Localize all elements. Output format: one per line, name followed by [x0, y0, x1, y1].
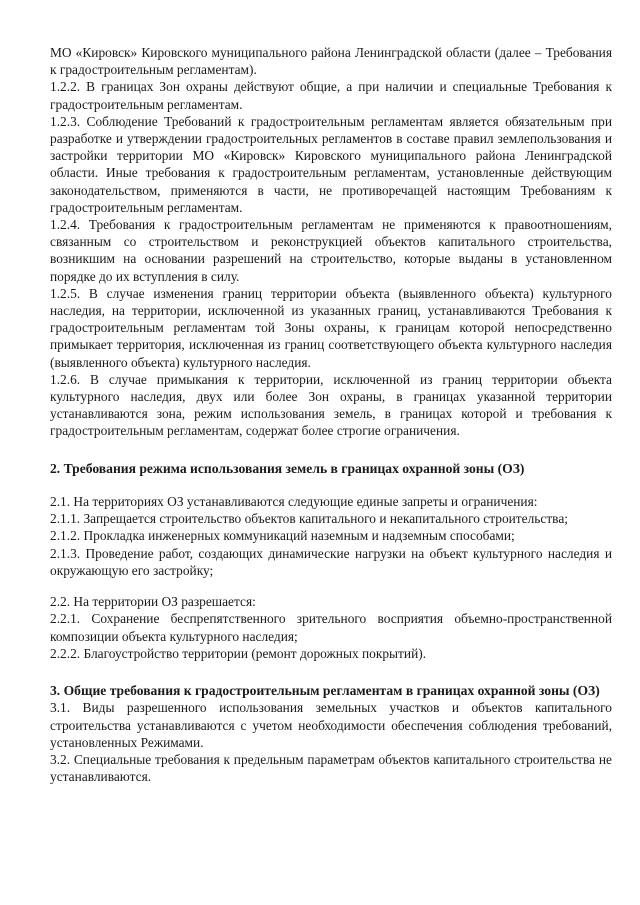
paragraph-3-1: 3.1. Виды разрешенного использования земельных участков и объектов капитального строительства устанавливаются с учетом необходимости обеспечения соблюдения требований, установленных Режимами. — [50, 700, 612, 750]
paragraph-1-2-3: 1.2.3. Соблюдение Требований к градостроительным регламентам является обязательным при разработке и утверждении градостроительных регламентов в составе правил землепользования и застройки территории МО «Кировск» Кировского муниципального района Ленинградской области. Иные требования к градостроительным регламентам, установленные действующим законодательством, применяются в части, не противоречащей настоящим Требованиям к градостроительным регламентам. — [50, 113, 612, 215]
section-3-heading: 3. Общие требования к градостроительным регламентам в границах охранной зоны (ОЗ) — [50, 682, 600, 698]
paragraph-2-1-2: 2.1.2. Прокладка инженерных коммуникаций наземным и надземным способами; — [50, 528, 515, 544]
intro-section — [50, 44, 612, 440]
paragraph-2-2-1: 2.2.1. Сохранение беспрепятственного зрительного восприятия объемно-пространственной композиции объекта культурного наследия; — [50, 611, 612, 644]
section-3 — [50, 682, 612, 785]
paragraph-1-2-5: 1.2.5. В случае изменения границ территории объекта (выявленного объекта) культурного наследия, на территории, исключенной из указанных границ, устанавливаются Требования к градостроительным регламентам той Зоны охраны, к границам которой непосредственно примыкает территория, исключенная из границ соответствующего объекта культурного наследия (выявленного объекта) культурного наследия. — [50, 285, 612, 370]
paragraph-2-1: 2.1. На территориях ОЗ устанавливаются следующие единые запреты и ограничения: — [50, 494, 538, 510]
paragraph-2-1-3: 2.1.3. Проведение работ, создающих динамические нагрузки на объект культурного наследия и окружающую его застройку; — [50, 545, 612, 578]
paragraph-2-2: 2.2. На территории ОЗ разрешается: — [50, 594, 256, 610]
paragraph-1-2-2: 1.2.2. В границах Зон охраны действуют общие, а при наличии и специальные Требования к градостроительным регламентам. — [50, 79, 612, 112]
paragraph-intro-continuation: МО «Кировск» Кировского муниципального района Ленинградской области (далее – Требования к градостроительным регламентам). — [50, 45, 612, 78]
paragraph-2-2-2: 2.2.2. Благоустройство территории (ремонт дорожных покрытий). — [50, 645, 427, 661]
paragraph-1-2-6: 1.2.6. В случае примыкания к территории, исключенной из границ территории объекта культурного наследия, двух или более Зон охраны, в границах указанной территории устанавливаются зона, режим использования земель, в границах которой и требования к градостроительным регламентам, содержат более строгие ограничения. — [50, 371, 612, 439]
section-2 — [50, 460, 612, 662]
paragraph-2-1-1: 2.1.1. Запрещается строительство объектов капитального и некапитального строительства; — [50, 511, 568, 527]
paragraph-1-2-4: 1.2.4. Требования к градостроительным регламентам не применяются к правоотношениям, связанным со строительством и реконструкцией объектов капитального строительства, возникшим на основании разрешений на строительство, которые выданы в установленном порядке до их вступления в силу. — [50, 217, 612, 284]
section-2-heading: 2. Требования режима использования земель в границах охранной зоны (ОЗ) — [50, 460, 525, 476]
paragraph-3-2: 3.2. Специальные требования к предельным параметрам объектов капитального строительства не устанавливаются. — [50, 751, 612, 785]
